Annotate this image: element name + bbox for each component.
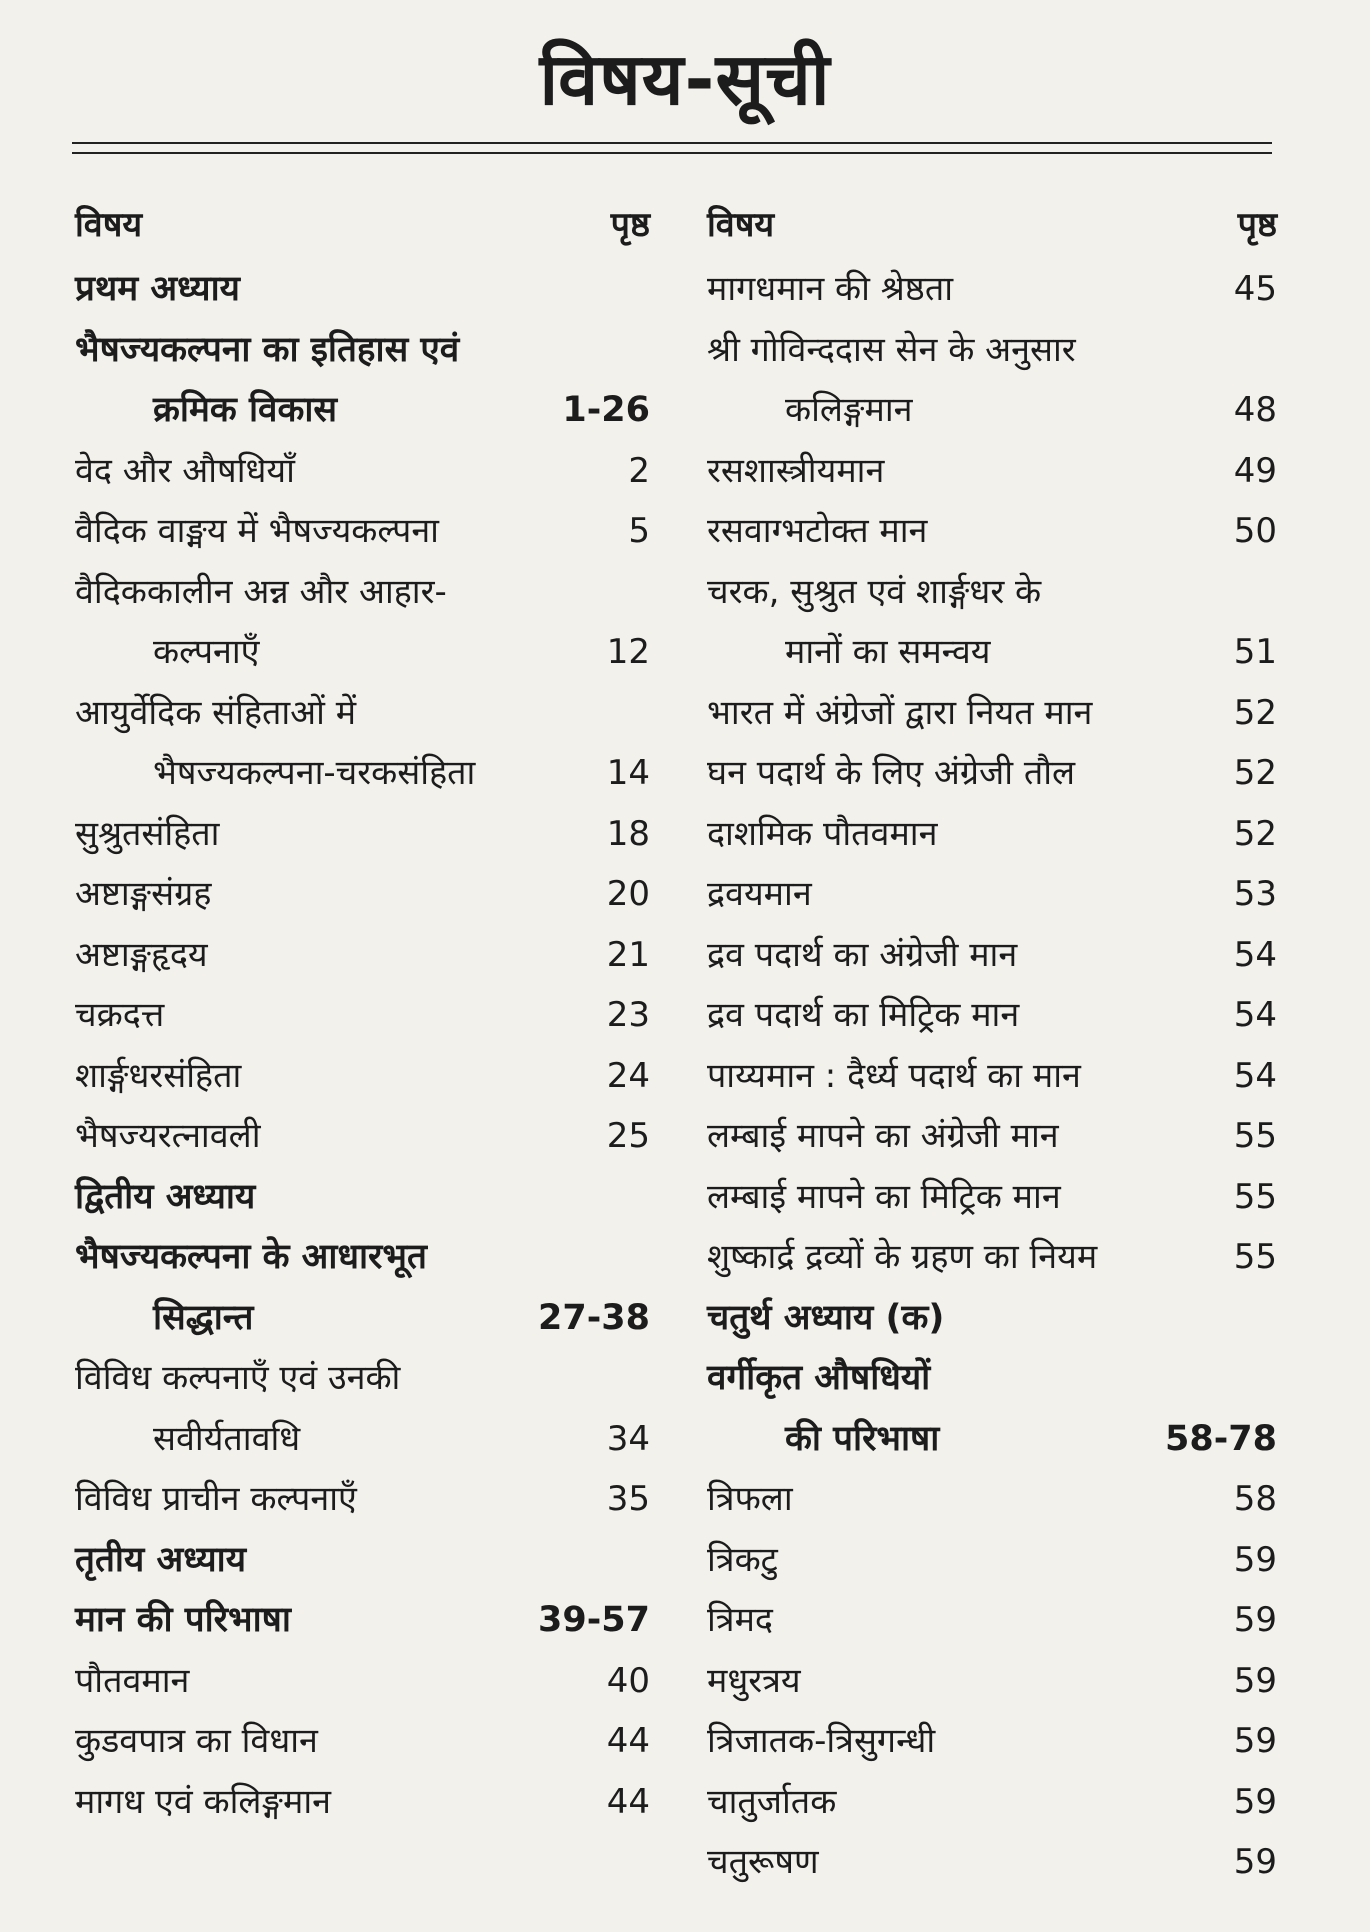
toc-heading-row (75, 1232, 650, 1293)
column-header (707, 200, 1277, 264)
toc-entry-title: श्री गोविन्ददास सेन के अनुसार (707, 329, 1076, 370)
toc-entry-row (75, 930, 650, 991)
toc-entry-page: 40 (606, 1660, 650, 1701)
toc-entry-row (75, 1051, 650, 1112)
toc-entry-row (707, 1716, 1277, 1777)
toc-entry-page: 55 (1233, 1237, 1277, 1277)
toc-entry-title: अष्टाङ्गहृदय (75, 934, 208, 975)
toc-heading-row (75, 1293, 650, 1354)
toc-entry-title: भारत में अंग्रेजों द्वारा नियत मान (707, 692, 1093, 733)
toc-entry-title: कुडवपात्र का विधान (75, 1721, 318, 1761)
toc-entry-title: वैदिककालीन अन्न और आहार- (75, 571, 447, 612)
toc-entry-title: विविध कल्पनाएँ एवं उनकी (75, 1358, 401, 1398)
toc-entry-row (707, 506, 1277, 567)
header-subject: विषय (75, 205, 143, 245)
toc-entry-page: 59 (1233, 1600, 1277, 1640)
toc-entry-row (707, 688, 1277, 749)
title-rule-bottom (72, 152, 1272, 154)
toc-heading-row (707, 1293, 1277, 1354)
toc-entry-title: चक्रदत्त (75, 995, 165, 1035)
toc-entry-page: 20 (606, 874, 650, 914)
toc-entry-title: लम्बाई मापने का अंग्रेजी मान (707, 1116, 1059, 1156)
toc-entry-title: द्वितीय अध्याय (75, 1176, 256, 1217)
header-page: पृष्ठ (610, 205, 650, 245)
toc-entry-row (75, 1716, 650, 1777)
toc-entry-row (75, 990, 650, 1051)
toc-entry-row (707, 748, 1277, 809)
toc-entry-page: 12 (606, 632, 650, 672)
toc-entry-title: की परिभाषा (785, 1418, 940, 1459)
toc-entry-page: 54 (1233, 995, 1277, 1035)
toc-entry-title: शुष्कार्द्र द्रव्यों के ग्रहण का नियम (707, 1237, 1098, 1277)
toc-entry-row (707, 930, 1277, 991)
toc-column-right (707, 200, 1277, 1898)
toc-column-left (75, 200, 650, 1837)
toc-entry-row (75, 869, 650, 930)
toc-entry-row (707, 1777, 1277, 1838)
toc-entry-title: भैषज्यकल्पना के आधारभूत (75, 1237, 427, 1277)
toc-entry-page: 59 (1233, 1781, 1277, 1822)
toc-entry-row (707, 264, 1277, 325)
column-header (75, 200, 650, 264)
toc-entry-title: कल्पनाएँ (153, 632, 260, 672)
toc-entry-title: अष्टाङ्गसंग्रह (75, 874, 212, 914)
toc-entry-title: मागधमान की श्रेष्ठता (707, 269, 954, 309)
toc-entry-page: 52 (1233, 813, 1277, 854)
toc-entry-title: भैषज्यकल्पना का इतिहास एवं (75, 329, 460, 370)
toc-heading-row (75, 1535, 650, 1596)
toc-entry-title: त्रिफला (707, 1479, 793, 1519)
toc-entry-row (75, 1656, 650, 1717)
title-rule-top (72, 142, 1272, 144)
toc-entry-title: घन पदार्थ के लिए अंग्रेजी तौल (707, 753, 1076, 793)
toc-entry-row (707, 1111, 1277, 1172)
toc-entry-page: 49 (1233, 450, 1277, 491)
toc-entry-page: 48 (1233, 390, 1277, 430)
toc-entry-title: वैदिक वाङ्मय में भैषज्यकल्पना (75, 511, 439, 551)
toc-entry-row (707, 385, 1277, 446)
toc-entry-row (707, 809, 1277, 870)
toc-entry-row (75, 1474, 650, 1535)
toc-entry-page: 59 (1233, 1721, 1277, 1761)
toc-entry-page: 44 (606, 1781, 650, 1822)
toc-entry-page: 59 (1233, 1842, 1277, 1882)
toc-entry-page: 55 (1233, 1116, 1277, 1156)
toc-entry-row (707, 627, 1277, 688)
toc-entry-title: द्रवयमान (707, 874, 812, 914)
toc-entry-row (707, 1474, 1277, 1535)
toc-entry-title: सवीर्यतावधि (153, 1418, 301, 1459)
toc-heading-row (707, 1353, 1277, 1414)
toc-entry-title: त्रिकटु (707, 1539, 778, 1580)
toc-entry-page: 53 (1233, 874, 1277, 914)
toc-entry-row (75, 506, 650, 567)
toc-entry-row (75, 446, 650, 507)
toc-entry-row (75, 688, 650, 749)
toc-entry-title: लम्बाई मापने का मिट्रिक मान (707, 1176, 1061, 1217)
toc-entry-title: प्रथम अध्याय (75, 269, 240, 309)
toc-entry-page: 24 (606, 1055, 650, 1096)
toc-entry-row (707, 446, 1277, 507)
toc-entry-page: 25 (606, 1116, 650, 1156)
toc-list-left (75, 264, 650, 1837)
toc-entry-title: चातुर्जातक (707, 1781, 837, 1822)
toc-entry-page: 35 (606, 1479, 650, 1519)
toc-entry-page: 54 (1233, 1055, 1277, 1096)
toc-entry-title: क्रमिक विकास (153, 390, 338, 430)
toc-entry-page: 52 (1233, 753, 1277, 793)
toc-entry-title: सिद्धान्त (153, 1297, 254, 1338)
toc-entry-row (707, 1595, 1277, 1656)
toc-entry-row (75, 567, 650, 628)
toc-entry-title: मानों का समन्वय (785, 632, 991, 672)
toc-entry-row (707, 1656, 1277, 1717)
toc-entry-title: रसशास्त्रीयमान (707, 450, 885, 491)
toc-entry-page: 45 (1233, 269, 1277, 309)
toc-entry-title: कलिङ्गमान (785, 390, 913, 430)
toc-entry-title: चतुर्थ अध्याय (क) (707, 1297, 945, 1338)
toc-entry-page: 59 (1233, 1660, 1277, 1701)
toc-heading-row (75, 1595, 650, 1656)
toc-heading-row (75, 385, 650, 446)
toc-entry-page: 58-78 (1165, 1418, 1277, 1459)
toc-entry-row (75, 748, 650, 809)
toc-entry-title: मधुरत्रय (707, 1660, 801, 1701)
toc-entry-title: पाय्यमान : दैर्ध्य पदार्थ का मान (707, 1055, 1081, 1096)
toc-entry-title: मागध एवं कलिङ्गमान (75, 1781, 332, 1822)
toc-entry-title: विविध प्राचीन कल्पनाएँ (75, 1479, 357, 1519)
toc-entry-title: द्रव पदार्थ का अंग्रेजी मान (707, 934, 1018, 975)
header-page: पृष्ठ (1237, 205, 1277, 245)
toc-entry-title: रसवाग्भटोक्त मान (707, 511, 928, 551)
toc-entry-row (75, 1777, 650, 1838)
toc-entry-row (707, 567, 1277, 628)
toc-entry-title: भैषज्यरत्नावली (75, 1116, 261, 1156)
toc-entry-row (707, 1232, 1277, 1293)
toc-entry-page: 5 (628, 511, 650, 551)
toc-entry-title: तृतीय अध्याय (75, 1539, 247, 1580)
toc-entry-title: सुश्रुतसंहिता (75, 813, 220, 854)
toc-entry-row (707, 869, 1277, 930)
toc-entry-page: 2 (628, 450, 650, 491)
toc-entry-page: 51 (1233, 632, 1277, 672)
toc-heading-row (75, 1172, 650, 1233)
toc-entry-page: 58 (1233, 1479, 1277, 1519)
toc-entry-row (75, 1414, 650, 1475)
toc-entry-page: 55 (1233, 1176, 1277, 1217)
toc-entry-page: 52 (1233, 692, 1277, 733)
toc-entry-row (75, 627, 650, 688)
toc-entry-page: 50 (1233, 511, 1277, 551)
toc-entry-page: 21 (606, 934, 650, 975)
header-subject: विषय (707, 205, 775, 245)
toc-entry-title: मान की परिभाषा (75, 1600, 291, 1640)
toc-entry-page: 23 (606, 995, 650, 1035)
toc-entry-page: 59 (1233, 1539, 1277, 1580)
toc-list-right (707, 264, 1277, 1898)
toc-entry-title: आयुर्वेदिक संहिताओं में (75, 692, 357, 733)
toc-entry-title: वेद और औषधियाँ (75, 450, 295, 491)
toc-entry-title: द्रव पदार्थ का मिट्रिक मान (707, 995, 1020, 1035)
toc-entry-page: 44 (606, 1721, 650, 1761)
toc-entry-title: चतुरूषण (707, 1842, 819, 1882)
toc-entry-page: 18 (606, 813, 650, 854)
toc-entry-page: 54 (1233, 934, 1277, 975)
toc-entry-row (707, 1837, 1277, 1898)
toc-entry-row (75, 1111, 650, 1172)
toc-entry-title: त्रिजातक-त्रिसुगन्धी (707, 1721, 936, 1761)
toc-entry-row (75, 809, 650, 870)
toc-entry-row (707, 1051, 1277, 1112)
toc-entry-row (707, 990, 1277, 1051)
toc-entry-page: 1-26 (562, 390, 650, 430)
toc-entry-title: दाशमिक पौतवमान (707, 813, 938, 854)
toc-heading-row (707, 1414, 1277, 1475)
toc-entry-page: 14 (606, 753, 650, 793)
toc-entry-row (707, 1172, 1277, 1233)
toc-entry-row (75, 1353, 650, 1414)
toc-entry-title: पौतवमान (75, 1660, 190, 1701)
toc-entry-title: चरक, सुश्रुत एवं शार्ङ्गधर के (707, 571, 1042, 612)
toc-heading-row (75, 264, 650, 325)
toc-heading-row (75, 325, 650, 386)
toc-entry-row (707, 325, 1277, 386)
toc-entry-title: शार्ङ्गधरसंहिता (75, 1055, 242, 1096)
toc-entry-title: वर्गीकृत औषधियों (707, 1358, 931, 1398)
toc-entry-page: 34 (606, 1418, 650, 1459)
toc-entry-page: 39-57 (538, 1600, 650, 1640)
toc-entry-page: 27-38 (538, 1297, 650, 1338)
toc-entry-title: भैषज्यकल्पना-चरकसंहिता (153, 753, 476, 793)
page-title: विषय-सूची (539, 37, 831, 121)
toc-entry-row (707, 1535, 1277, 1596)
toc-entry-title: त्रिमद (707, 1600, 773, 1640)
